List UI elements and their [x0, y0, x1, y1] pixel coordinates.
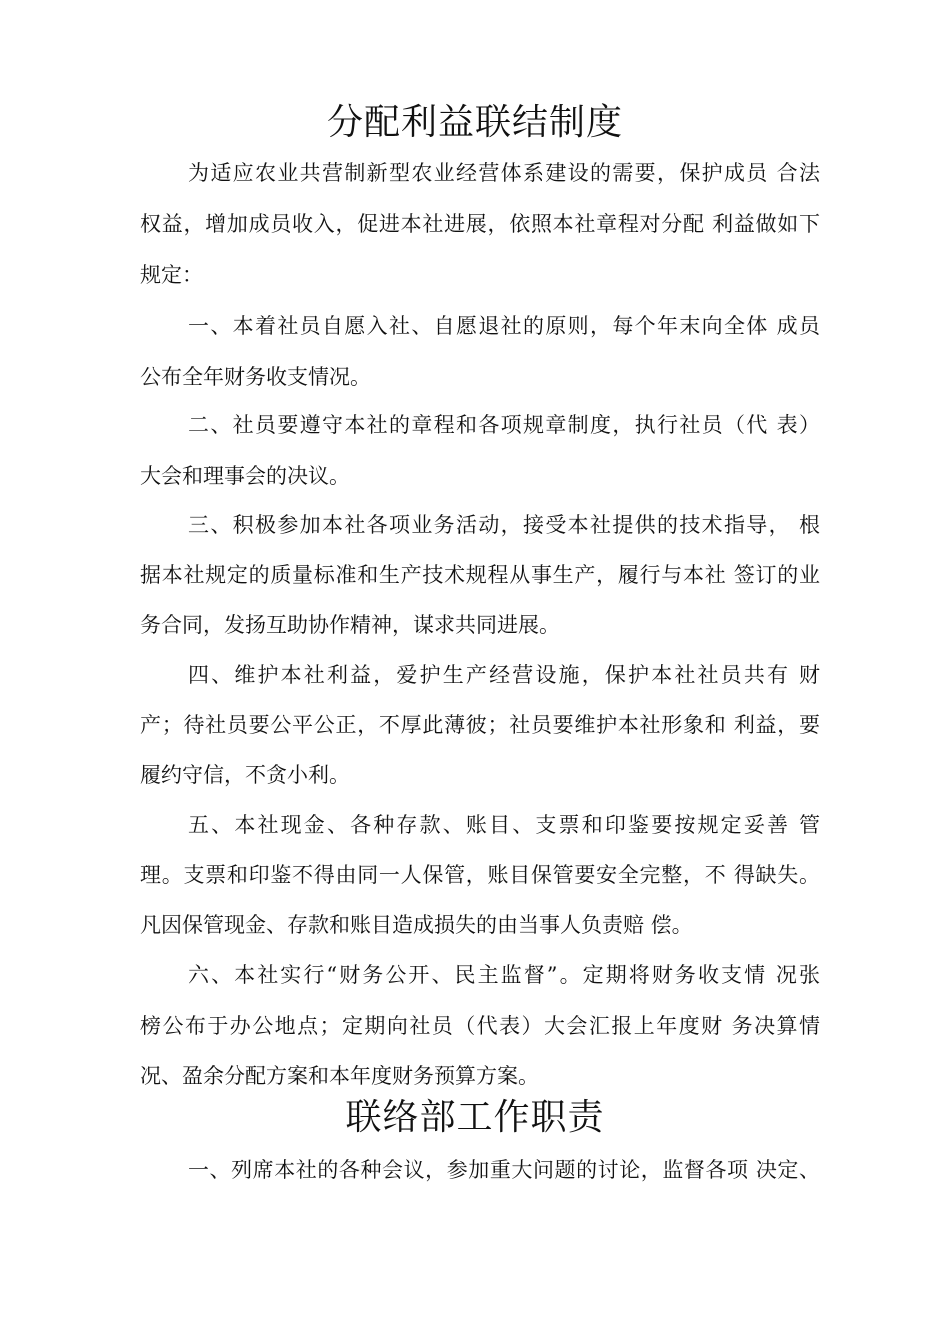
paragraph-line: 榜公布于办公地点；定期向社员（代表）大会汇报上年度财 务决算情: [140, 1014, 820, 1038]
paragraph-line: 产；待社员要公平公正，不厚此薄彼；社员要维护本社形象和 利益，要: [140, 713, 820, 737]
section-title: 联络部工作职责: [345, 1097, 605, 1138]
paragraph-line: 权益，增加成员收入，促进本社进展，依照本社章程对分配 利益做如下: [140, 212, 820, 236]
document-title: 分配利益联结制度: [326, 102, 623, 143]
paragraph-line: 三、积极参加本社各项业务活动，接受本社提供的技术指导， 根: [188, 513, 820, 537]
paragraph-line: 为适应农业共营制新型农业经营体系建设的需要，保护成员 合法: [188, 161, 820, 185]
paragraph-line: 四、维护本社利益，爱护生产经营设施，保护本社社员共有 财: [188, 663, 820, 687]
paragraph-line: 一、列席本社的各种会议，参加重大问题的讨论，监督各项 决定、: [188, 1158, 820, 1182]
paragraph-line: 履约守信，不贪小利。: [140, 763, 350, 787]
paragraph-line: 规定：: [140, 263, 203, 287]
paragraph-line: 务合同，发扬互助协作精神，谋求共同进展。: [140, 613, 560, 637]
paragraph-line: 凡因保管现金、存款和账目造成损失的由当事人负责赔 偿。: [140, 913, 693, 937]
paragraph-line: 公布全年财务收支情况。: [140, 365, 371, 389]
paragraph-line: 二、社员要遵守本社的章程和各项规章制度，执行社员（代 表）: [188, 413, 820, 437]
paragraph-line: 据本社规定的质量标准和生产技术规程从事生产，履行与本社 签订的业: [140, 563, 820, 587]
paragraph-line: 况、盈余分配方案和本年度财务预算方案。: [140, 1064, 539, 1088]
paragraph-line: 理。支票和印鉴不得由同一人保管，账目保管要安全完整，不 得缺失。: [140, 863, 820, 887]
paragraph-line: 六、本社实行“财务公开、民主监督”。定期将财务收支情 况张: [188, 963, 820, 987]
paragraph-line: 五、本社现金、各种存款、账目、支票和印鉴要按规定妥善 管: [188, 813, 820, 837]
paragraph-line: 一、本着社员自愿入社、自愿退社的原则，每个年末向全体 成员: [188, 314, 820, 338]
paragraph-line: 大会和理事会的决议。: [140, 464, 350, 488]
